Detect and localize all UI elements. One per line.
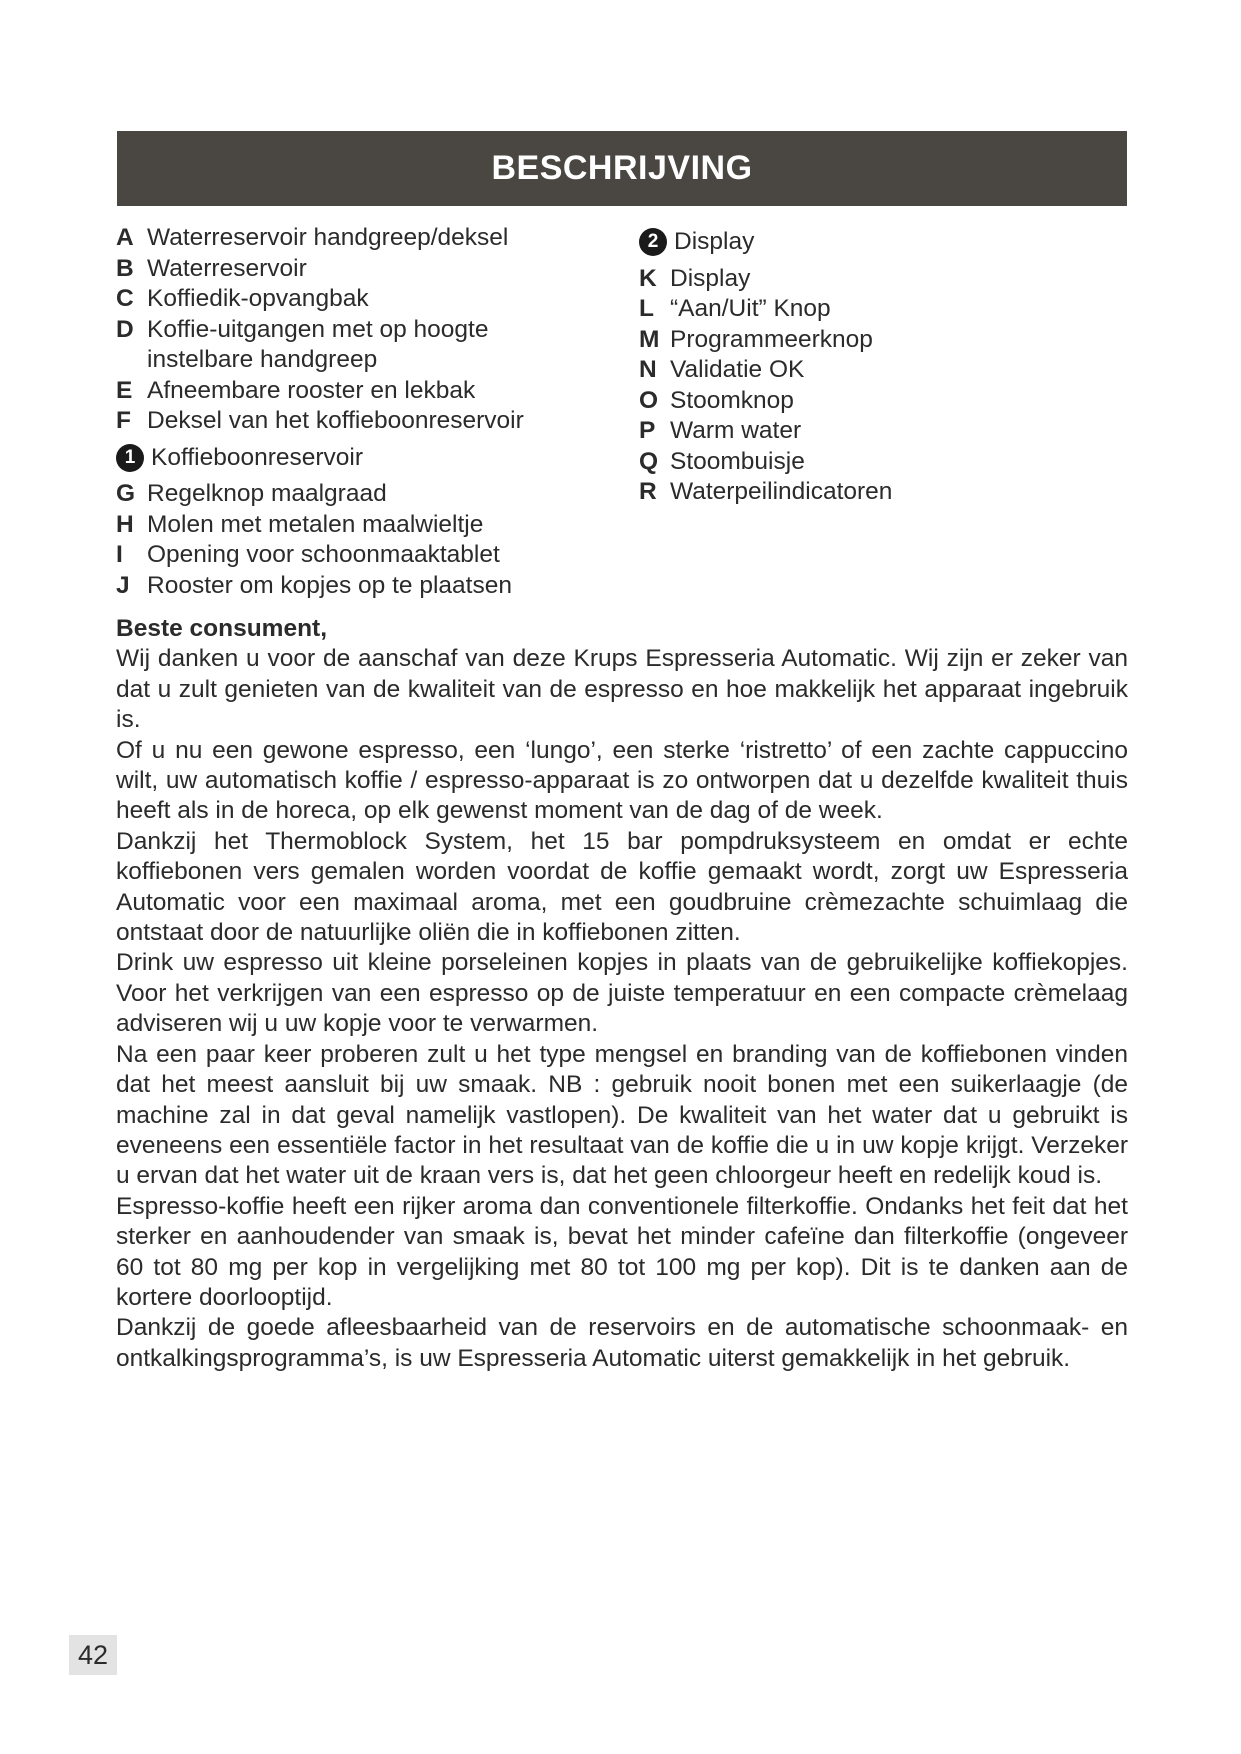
parts-list-left <box>116 223 616 601</box>
paragraph: Dankzij het Thermoblock System, het 15 bar pompdruksysteem en omdat er echte koffiebonen vers gemalen worden voordat de koffie gemaakt wordt, zorgt uw Espresseria Automatic voor een maximaal aroma, met een goudbruine crèmezachte schuimlaag die ontstaat door de natuurlijke oliën die in koffiebonen zitten. <box>116 827 1128 947</box>
page-number: 42 <box>69 1635 117 1675</box>
item-text: Waterpeilindicatoren <box>670 478 893 505</box>
item-letter: K <box>639 264 657 292</box>
item-letter: G <box>116 480 136 507</box>
item-text: Koffiedik-opvangbak <box>147 285 369 312</box>
list-item <box>639 416 1139 447</box>
list-item <box>116 406 616 437</box>
item-text: Stoomknop <box>670 386 794 414</box>
item-letter: P <box>639 417 656 444</box>
item-letter: B <box>116 254 134 282</box>
paragraph: Of u nu een gewone espresso, een ‘lungo’, een sterke ‘ristretto’ of een zachte cappuccino wilt, uw automatisch koffie / espresso-apparaat is zo ontworpen dat u dezelfde kwaliteit thuis heeft als in de horeca, op elk gewenst moment van de dag of de week. <box>116 736 1128 825</box>
item-text: Koffie-uitgangen met op hoogte instelbare handgreep <box>147 315 489 373</box>
paragraph: Espresso-koffie heeft een rijker aroma dan conventionele filterkoffie. Ondanks het feit dat het sterker en aanhoudender van smaak is, bevat het minder cafeïne dan filterkoffie (ongeveer 60 tot 80 mg per kop in vergelijking met 80 tot 100 mg per kop). Dit is te danken aan de kortere doorlooptijd. <box>116 1192 1128 1311</box>
item-letter: J <box>116 571 130 599</box>
item-text: Programmeerknop <box>670 325 873 353</box>
list-item <box>639 264 1139 295</box>
item-letter: I <box>116 541 123 568</box>
list-item <box>116 571 616 602</box>
item-text: Warm water <box>670 417 802 444</box>
list-item <box>116 254 616 285</box>
paragraph: Wij danken u voor de aanschaf van deze Krups Espresseria Automatic. Wij zijn er zeker van dat u zult genieten van de kwaliteit van de espresso en hoe makkelijk het apparaat ingebruik is. <box>116 645 1128 734</box>
item-text: Afneembare rooster en lekbak <box>147 376 476 404</box>
list-item <box>116 315 536 376</box>
list-item <box>116 223 616 254</box>
group-heading-2 <box>639 227 1139 258</box>
intro-text <box>116 614 1128 1374</box>
list-item <box>116 510 616 541</box>
item-letter: A <box>116 224 134 251</box>
group-heading-1 <box>116 443 616 474</box>
list-item <box>116 479 616 510</box>
list-item <box>639 477 1139 508</box>
item-text: Waterreservoir handgreep/deksel <box>147 224 509 251</box>
section-title: BESCHRIJVING <box>491 149 753 187</box>
list-item <box>639 325 1139 356</box>
item-letter: D <box>116 315 134 343</box>
number-2-badge: 2 <box>639 228 667 256</box>
paragraph: Drink uw espresso uit kleine porseleinen kopjes in plaats van de gebruikelijke koffiekopjes. Voor het verkrijgen van een espresso op de juiste temperatuur en een compacte crèmelaag adviseren wij u uw kopje voor te verwarmen. <box>116 949 1128 1038</box>
item-letter: N <box>639 356 657 383</box>
group-title: Display <box>674 228 755 255</box>
item-letter: R <box>639 478 657 505</box>
section-header <box>117 131 1127 206</box>
item-letter: C <box>116 285 134 312</box>
item-text: Deksel van het koffieboonreservoir <box>147 407 524 434</box>
item-letter: H <box>116 510 134 538</box>
list-item <box>116 284 616 315</box>
item-text: Display <box>670 264 751 292</box>
list-item <box>116 376 616 407</box>
group-title: Koffieboonreservoir <box>151 443 364 471</box>
item-letter: O <box>639 386 659 414</box>
item-text: Stoombuisje <box>670 447 805 475</box>
item-text: Rooster om kopjes op te plaatsen <box>147 571 512 599</box>
parts-list-right <box>639 227 1139 508</box>
list-item <box>639 447 1139 478</box>
list-item <box>639 355 1139 386</box>
list-item <box>639 386 1139 417</box>
item-letter: E <box>116 376 133 404</box>
item-letter: L <box>639 295 654 322</box>
item-letter: Q <box>639 447 659 475</box>
list-item <box>639 294 1139 325</box>
item-text: Opening voor schoonmaaktablet <box>147 541 500 568</box>
item-text: “Aan/Uit” Knop <box>670 295 831 322</box>
item-text: Waterreservoir <box>147 254 307 282</box>
paragraph: Na een paar keer proberen zult u het type mengsel en branding van de koffiebonen vinden dat het meest aansluit bij uw smaak. NB : gebruik nooit bonen met een suikerlaagje (de machine zal in dat geval namelijk vastlopen). De kwaliteit van het water dat u gebruikt is eveneens een essentiële factor in het resultaat van de koffie die u in uw kopje krijgt. Verzeker u ervan dat het water uit de kraan vers is, dat het geen chloorgeur heeft en redelijk koud is. <box>116 1040 1128 1190</box>
list-item <box>116 540 616 571</box>
number-1-badge: 1 <box>116 444 144 472</box>
item-text: Validatie OK <box>670 356 805 383</box>
greeting: Beste consument, <box>116 615 328 642</box>
item-text: Molen met metalen maalwieltje <box>147 510 484 538</box>
paragraph: Dankzij de goede afleesbaarheid van de reservoirs en de automatische schoonmaak- en ontkalkingsprogramma’s, is uw Espresseria Automatic uiterst gemakkelijk in het gebruik. <box>116 1314 1128 1372</box>
item-text: Regelknop maalgraad <box>147 480 387 507</box>
item-letter: F <box>116 407 131 434</box>
item-letter: M <box>639 325 660 353</box>
